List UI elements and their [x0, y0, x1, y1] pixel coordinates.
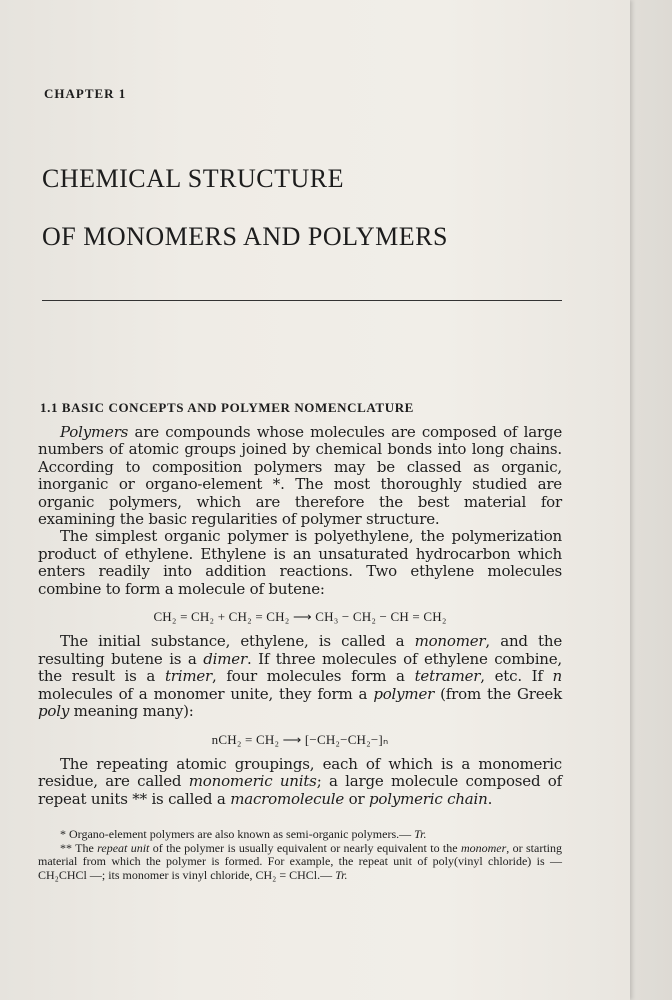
- footnote-2: ** The repeat unit of the polymer is usually equivalent or nearly equivalent to the monomer, or starting material from which the polymer is formed. For example, the repeat unit of poly(vinyl chloride) is — CH₂CHCl —; its monomer is vinyl chloride, CH₂ = CHCl.— Tr.: [38, 840, 562, 882]
- chapter-title-line-2: OF MONOMERS AND POLYMERS: [42, 222, 448, 251]
- paragraph-4: The repeating atomic groupings, each of which is a monomeric residue, are called monomeric units; a large molecule composed of repeat units ** is called a macromolecule or polymeric chain.: [38, 754, 562, 808]
- footnotes: [38, 828, 562, 882]
- body-text: [38, 424, 562, 808]
- horizontal-rule: [42, 300, 562, 301]
- chapter-title: [42, 150, 448, 266]
- equation-polyethylene: nCH₂ = CH₂ ⟶ [−CH₂−CH₂−]ₙ: [211, 731, 389, 747]
- paragraph-2: The simplest organic polymer is polyethylene, the polymerization product of ethylene. Ethylene is an unsaturated hydrocarbon which enters readily into addition reactions. Two ethylene molecules combine to form a molecule of butene:: [38, 527, 562, 598]
- chapter-label: CHAPTER 1: [44, 86, 127, 101]
- equation-butene: CH₂ = CH₂ + CH₂ = CH₂ ⟶ CH₃ − CH₂ − CH = CH₂: [153, 609, 447, 625]
- section-heading: 1.1 BASIC CONCEPTS AND POLYMER NOMENCLATURE: [40, 400, 414, 415]
- term-polymers: Polymers: [60, 423, 129, 441]
- footnote-1: * Organo-element polymers are also known as semi-organic polymers.— Tr.: [60, 827, 427, 841]
- chapter-title-line-1: CHEMICAL STRUCTURE: [42, 164, 344, 193]
- paragraph-3: The initial substance, ethylene, is called a monomer, and the resulting butene is a dimer. If three molecules of ethylene combine, the result is a trimer, four molecules form a tetramer, etc. If n molecules of a monomer unite, they form a polymer (from the Greek poly meaning many):: [38, 632, 563, 721]
- paragraph-1: Polymers are compounds whose molecules are composed of large numbers of atomic groups joined by chemical bonds into long chains. According to composition polymers may be classed as organic, inorganic or organo-element *. The most thoroughly studied are organic polymers, which are therefore the best material for examining the basic regularities of polymer structure.: [38, 423, 562, 529]
